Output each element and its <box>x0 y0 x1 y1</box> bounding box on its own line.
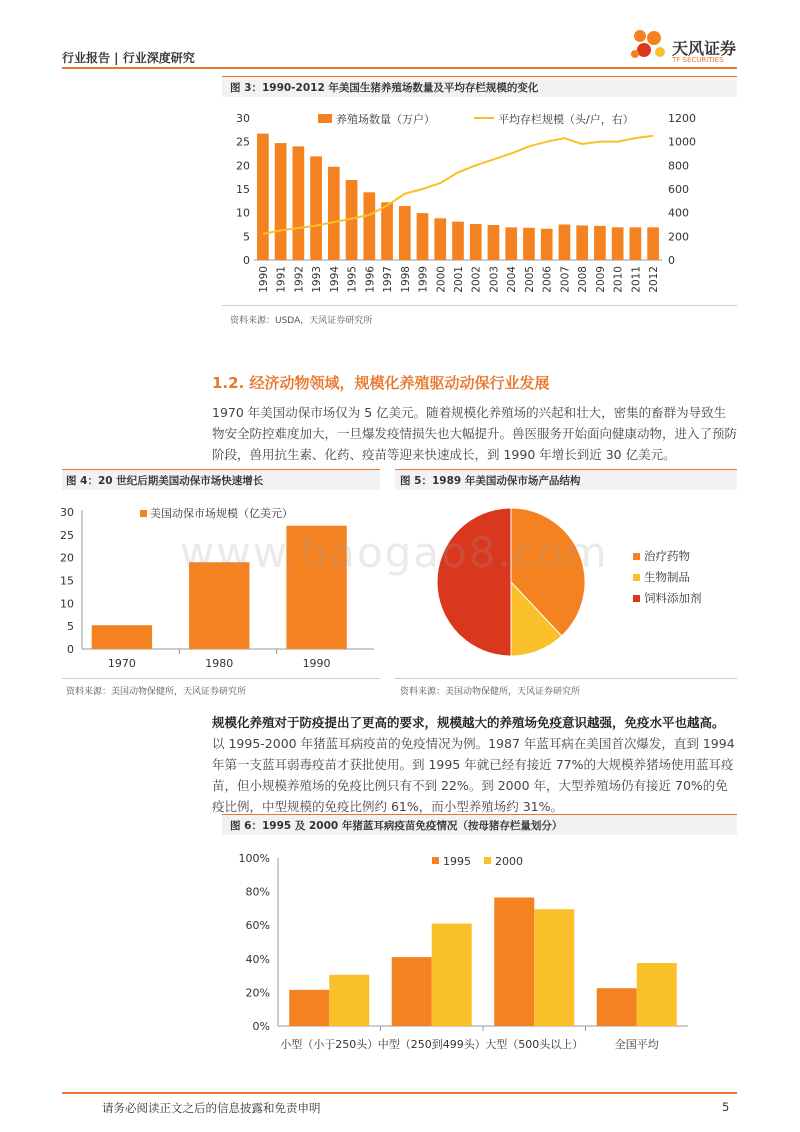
fig6-x-tick: 小型（小于250头） <box>280 1038 379 1051</box>
fig3-x-tick: 2008 <box>577 266 590 293</box>
fig4-bar <box>92 625 152 649</box>
fig3-x-tick: 2001 <box>453 266 465 293</box>
fig6-legend-swatch <box>432 857 439 864</box>
fig5-legend-label: 生物制品 <box>644 570 690 584</box>
fig6-x-tick: 中型（250到499头） <box>377 1038 486 1051</box>
fig3-bar <box>612 227 624 260</box>
fig4-rule <box>62 678 380 679</box>
paragraph-2-rest: 以 1995-2000 年猪蓝耳病疫苗的免疫情况为例。1987 年蓝耳病在美国首次爆发，直到 1994 年第一支蓝耳弱毒疫苗才获批使用。到 1995 年就已经有接近 77%的大规模养猪场使用蓝耳疫苗，但小规模养殖场的免疫比例只有不到 22%。到 2000 年，大型养殖场仍有接近 70%的免疫比例，中型规模的免疫比例约 61%，而小型养殖场约 31%。 <box>212 736 735 814</box>
fig3-bar <box>452 222 464 260</box>
fig3-left-tick: 10 <box>236 206 250 220</box>
fig3-x-tick: 1996 <box>364 266 377 293</box>
fig4-legend-swatch <box>140 510 147 517</box>
fig3-x-tick: 2003 <box>488 266 501 293</box>
fig5-legend-swatch <box>633 595 640 602</box>
fig6-bar-2000 <box>329 975 369 1026</box>
fig5-rule <box>395 678 737 679</box>
fig3-x-tick: 1992 <box>293 266 306 293</box>
fig3-bar <box>417 213 429 260</box>
fig4-x-tick: 1980 <box>205 657 234 670</box>
fig3-bar <box>559 225 571 261</box>
fig6-y-tick: 20% <box>245 986 270 1000</box>
fig3-x-tick: 1997 <box>382 266 395 293</box>
fig3-legend-bars: 养殖场数量（万户） <box>336 113 435 126</box>
fig3-x-tick: 1995 <box>346 266 359 293</box>
fig4-x-tick: 1990 <box>302 657 331 670</box>
fig3-left-tick: 20 <box>236 159 250 173</box>
fig6-legend-label: 2000 <box>495 855 523 868</box>
paragraph-2 <box>212 712 737 817</box>
fig6-x-tick: 全国平均 <box>614 1038 659 1051</box>
fig3-bar <box>399 206 411 260</box>
brand-logo-icon <box>630 28 670 64</box>
fig3-x-tick: 1990 <box>257 266 270 293</box>
fig3-bar <box>647 227 659 260</box>
page-number: 5 <box>722 1100 730 1114</box>
fig4-y-tick: 25 <box>60 528 74 542</box>
fig6-bar-1995 <box>289 990 329 1026</box>
brand-name: 天风证券 <box>672 39 737 58</box>
fig3-rule <box>222 305 737 306</box>
fig5-source: 资料来源：美国动物保健所，天风证券研究所 <box>400 687 581 697</box>
fig3-legend-line: 平均存栏规模（头/户，右） <box>498 113 634 126</box>
fig3-right-tick: 800 <box>668 159 689 173</box>
fig3-right-tick: 1200 <box>668 112 696 125</box>
report-category: 行业报告 | 行业深度研究 <box>62 51 195 65</box>
fig4-title: 图 4：20 世纪后期美国动保市场快速增长 <box>66 475 264 487</box>
footer-disclaimer: 请务必阅读正文之后的信息披露和免责申明 <box>102 1101 321 1115</box>
fig4-y-tick: 20 <box>60 551 74 565</box>
fig3-bar <box>363 192 375 260</box>
fig4-y-tick: 30 <box>60 506 74 519</box>
fig3-bar <box>381 202 393 260</box>
fig3-x-tick: 1993 <box>311 266 324 293</box>
fig4-y-tick: 10 <box>60 597 74 611</box>
fig3-bar <box>257 134 269 260</box>
fig3-legend-swatch-bars <box>318 114 332 123</box>
fig3-x-tick: 1991 <box>275 266 288 293</box>
fig3-bar <box>434 218 446 260</box>
fig6-y-tick: 40% <box>245 952 270 966</box>
fig6-y-tick: 80% <box>245 885 270 899</box>
fig3-x-tick: 2011 <box>630 266 643 293</box>
fig4-chart <box>62 494 380 676</box>
fig3-bar <box>275 143 287 260</box>
fig3-right-tick: 0 <box>668 254 675 267</box>
fig3-bar <box>630 227 642 260</box>
fig5-title: 图 5：1989 年美国动保市场产品结构 <box>400 475 581 487</box>
fig3-x-tick: 1999 <box>417 266 430 293</box>
fig3-bar <box>470 224 482 260</box>
fig3-left-tick: 15 <box>236 183 250 196</box>
fig6-legend-swatch <box>484 857 491 864</box>
fig3-bar <box>505 227 517 260</box>
fig4-y-tick: 0 <box>67 643 74 656</box>
fig3-x-tick: 2012 <box>648 266 661 293</box>
fig6-bar-2000 <box>637 963 677 1026</box>
fig3-title: 图 3：1990-2012 年美国生猪养殖场数量及平均存栏规模的变化 <box>230 82 539 94</box>
fig3-left-tick: 5 <box>243 230 250 244</box>
fig3-source: 资料来源：USDA，天风证券研究所 <box>230 316 373 326</box>
fig3-x-tick: 2002 <box>470 266 483 293</box>
fig5-legend-swatch <box>633 553 640 560</box>
fig3-right-tick: 400 <box>668 206 689 220</box>
fig5-chart <box>395 494 737 676</box>
fig6-x-tick: 大型（500头以上） <box>485 1038 584 1051</box>
fig3-x-tick: 2005 <box>523 266 536 293</box>
fig3-left-tick: 25 <box>236 135 250 149</box>
fig3-right-tick: 600 <box>668 183 689 196</box>
fig3-right-tick: 1000 <box>668 135 696 149</box>
fig3-bar <box>523 228 535 260</box>
fig3-bar <box>310 156 322 260</box>
fig4-legend-label: 美国动保市场规模（亿美元） <box>150 507 293 520</box>
fig3-x-tick: 2009 <box>594 266 607 293</box>
fig6-bar-1995 <box>597 988 637 1026</box>
footer-rule <box>62 1092 737 1094</box>
fig3-x-tick: 1998 <box>399 266 412 293</box>
watermark: www.baogao8.com <box>180 528 609 577</box>
fig6-title: 图 6：1995 及 2000 年猪蓝耳病疫苗免疫情况（按母猪存栏量划分） <box>230 820 563 832</box>
fig6-bar-2000 <box>432 924 472 1026</box>
fig3-bar <box>576 225 588 260</box>
fig5-legend-label: 治疗药物 <box>644 549 690 563</box>
fig6-legend-label: 1995 <box>443 855 471 868</box>
fig6-bar-1995 <box>392 957 432 1026</box>
fig3-bar <box>541 229 553 260</box>
fig3-bar <box>488 225 500 260</box>
fig6-chart <box>222 840 737 1065</box>
fig3-x-tick: 2006 <box>541 266 554 293</box>
fig4-y-tick: 15 <box>60 574 74 588</box>
fig3-bar <box>328 167 340 260</box>
fig6-bar-2000 <box>534 909 574 1026</box>
fig6-bar-1995 <box>494 897 534 1026</box>
paragraph-1: 1970 年美国动保市场仅为 5 亿美元。随着规模化养殖场的兴起和壮大，密集的畜群为导致生物安全防控难度加大，一旦爆发疫情损失也大幅提升。兽医服务开始面向健康动物，进入了预防阶段，兽用抗生素、化药、疫苗等迎来快速成长，到 1990 年增长到近 30 亿美元。 <box>212 405 738 462</box>
fig3-x-tick: 1994 <box>328 266 341 293</box>
fig3-chart <box>222 100 737 305</box>
fig3-x-tick: 2004 <box>506 266 519 293</box>
fig3-x-tick: 2007 <box>559 266 572 293</box>
fig6-y-tick: 100% <box>238 852 270 865</box>
fig3-bar <box>292 146 304 260</box>
brand-name-en: TF SECURITIES <box>672 56 724 64</box>
fig3-left-tick: 0 <box>243 254 250 267</box>
fig5-legend-swatch <box>633 574 640 581</box>
fig4-y-tick: 5 <box>67 620 74 634</box>
fig3-left-tick: 30 <box>236 112 250 125</box>
fig6-y-tick: 0% <box>252 1020 270 1033</box>
fig3-x-tick: 2010 <box>612 266 625 293</box>
fig6-y-tick: 60% <box>245 919 270 933</box>
fig3-x-tick: 2000 <box>435 266 448 293</box>
fig4-x-tick: 1970 <box>107 657 136 670</box>
fig4-source: 资料来源：美国动物保健所，天风证券研究所 <box>66 687 247 697</box>
fig3-right-tick: 200 <box>668 230 689 244</box>
fig5-legend-label: 饲料添加剂 <box>644 591 702 605</box>
section-heading: 1.2. 经济动物领域，规模化养殖驱动动保行业发展 <box>212 374 550 392</box>
header-rule <box>62 67 737 69</box>
paragraph-2-bold: 规模化养殖对于防疫提出了更高的要求，规模越大的养殖场免疫意识越强，免疫水平也越高。 <box>212 715 725 730</box>
fig3-bar <box>594 226 606 260</box>
